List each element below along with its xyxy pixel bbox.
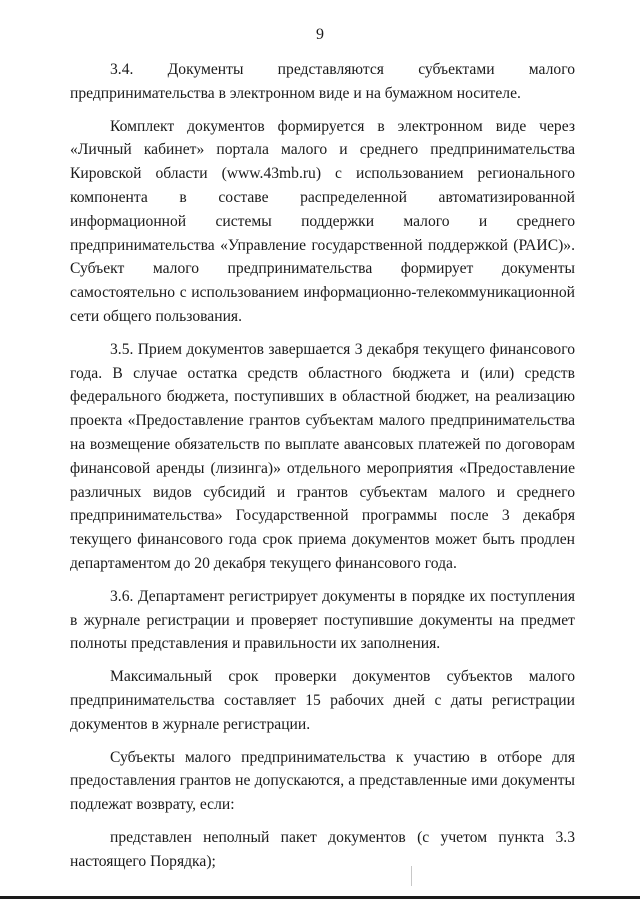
paragraph-3-5: 3.5. Прием документов завершается 3 декабря текущего финансового года. В случае остатка средств областного бюджета и (или) средств федерального бюджета, поступивших в областной бюджет, на реализацию проекта «Предоставление грантов субъектам малого предпринимательства на возмещение обязательств по выплате авансовых платежей по договорам финансовой аренды (лизинга)» отдельного мероприятия «Предоставление различных видов субсидий и грантов субъектам малого и среднего предпринимательства» Государственной программы после 3 декабря текущего финансового года срок приема документов может быть продлен департаментом до 20 декабря текущего финансового года. [70,340,575,572]
paragraph-max-review-term: Максимальный срок проверки документов субъектов малого предпринимательства составляет 15 рабочих дней с даты регистрации документов в журнале регистрации. [70,668,575,733]
page-number: 9 [316,26,324,43]
bottom-border-line [0,896,640,899]
paragraph-3-6: 3.6. Департамент регистрирует документы в порядке их поступления в журнале регистрации и проверяет поступившие документы на предмет полноты представления и правильности их заполнения. [70,587,575,653]
paragraph-incomplete-package: представлен неполный пакет документов (с учетом пункта 3.3 настоящего Порядка); [70,828,575,870]
paragraph-3-4: 3.4. Документы представляются субъектами малого предпринимательства в электронном виде и на бумажном носителе. [70,61,575,102]
paragraph-documents-kit: Комплект документов формируется в электронном виде через «Личный кабинет» портала малого и среднего предпринимательства Кировской области (www.43mb.ru) с использованием регионального компонента в составе распределенной автоматизированной информационной системы поддержки малого и среднего предпринимательства «Управление государственной поддержкой (РАИС)». Субъект малого предпринимательства формирует документы самостоятельно с использованием информационно-телекоммуникационной сети общего пользования. [70,117,575,325]
scan-mark [411,866,412,886]
document-body [70,58,575,874]
paragraph-not-admitted: Субъекты малого предпринимательства к участию в отборе для предоставления грантов не допускаются, а представленные ими документы подлежат возврату, если: [70,748,575,814]
